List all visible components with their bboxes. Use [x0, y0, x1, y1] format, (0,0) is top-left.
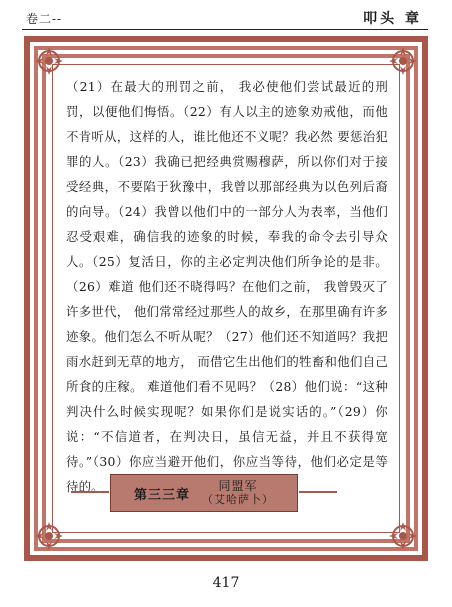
header-rule — [22, 29, 428, 30]
running-header-chapter: 叩头 章 — [363, 11, 422, 27]
chapter-banner — [110, 474, 298, 512]
verse-paragraph: （21）在最大的刑罚之前， 我必使他们尝试最近的刑罚，以便他们悔悟。（22）有人以主的迹象劝戒他，而他不肯听从，这样的人，谁比他还不义呢？我必然 要惩治犯罪的人。（23）我确已把经典赏赐穆萨，所以你们对于接受经典，不要陷于狄豫中，我曾以那部经典为以色列后裔的向导。（24）我曾以他们中的一部分人为表率，当他们忍受艰难，确信我的迹象的时候，奉我的命令去引导众人。（25）复活日，你的主必定判决他们所争论的是非。（26）难道 他们还不晓得吗？在他们之前， 我曾毁灭了许多世代， 他们常常经过那些人的故乡，在那里确有许多迹象。他们怎么不听从呢？（27）他们还不知道吗？我把雨水赶到无草的地方， 而借它生出他们的牲畜和他们自己所食的庄稼。 难道他们看不见吗？（28）他们说：“这种判决什么时候实现呢？如果你们是说实话的。”（29）你说：“不信道者，在判决日，虽信无益，并且不获得宽待。”（30）你应当避开他们，你应当等待，他们必定是等待的。 — [66, 79, 388, 494]
chapter-subtitle: （艾哈萨卜） — [202, 493, 274, 506]
corner-ornament-icon — [386, 519, 420, 553]
verse-text-block — [66, 74, 388, 499]
corner-ornament-icon — [32, 44, 66, 78]
chapter-titles — [202, 479, 274, 507]
corner-ornament-icon — [32, 519, 66, 553]
chapter-title: 同盟军 — [218, 479, 258, 493]
chapter-number: 第三三章 — [133, 487, 190, 503]
running-header-volume: 卷二-- — [26, 12, 63, 26]
corner-ornament-icon — [386, 44, 420, 78]
page-number: 417 — [212, 575, 240, 591]
